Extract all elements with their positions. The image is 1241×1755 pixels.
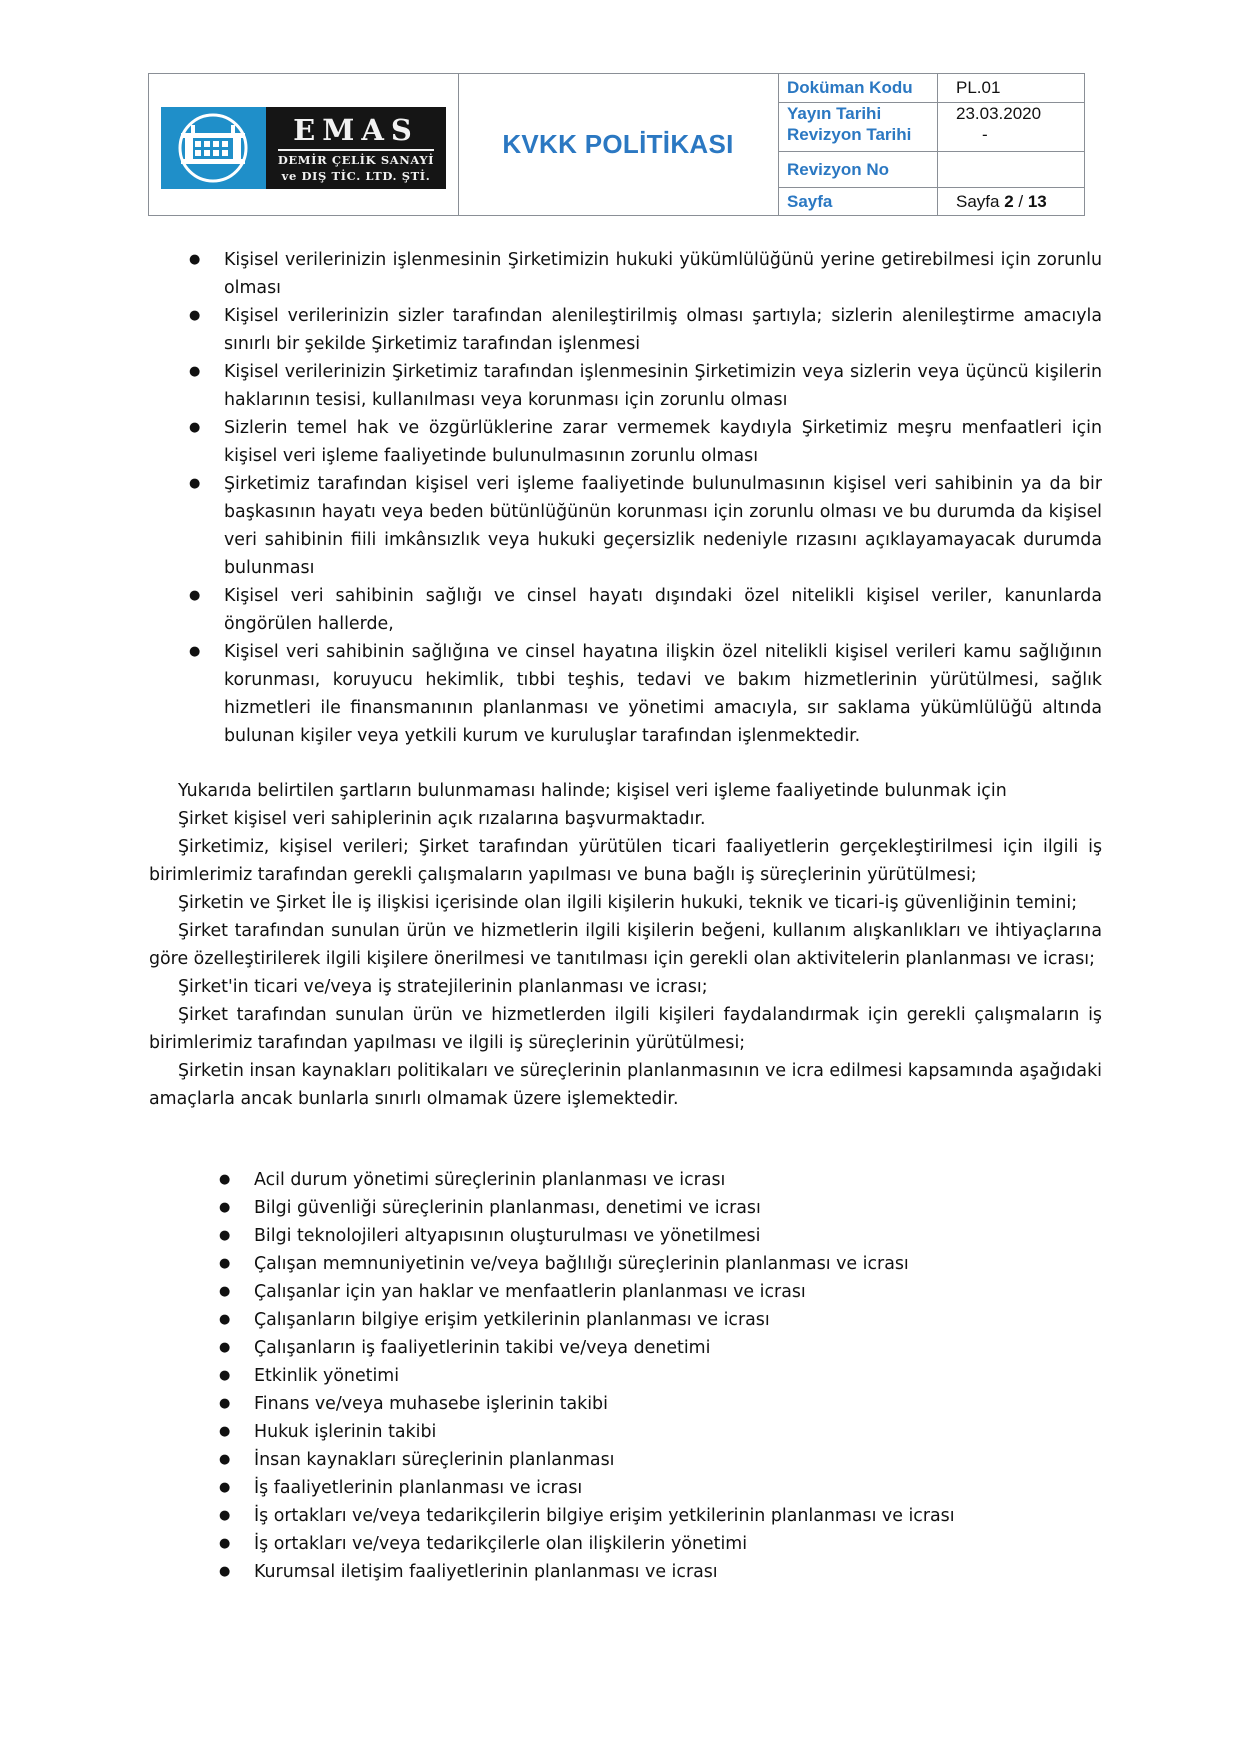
intro-line: Yukarıda belirtilen şartların bulunmaması halinde; kişisel veri işleme faaliyetinde bulunmak için bbox=[178, 781, 1007, 801]
list-item: ● Kişisel verilerinizin sizler tarafından alenileştirilmiş olması şartıyla; sizlerin alenileştirme amacıyla sınırlı bir şekilde Şirketimiz tarafından işlenmesi bbox=[189, 302, 1102, 358]
list-item: ● Acil durum yönetimi süreçlerinin planlanması ve icrası bbox=[219, 1166, 1059, 1194]
meta-label: Revizyon No bbox=[778, 152, 938, 187]
list-item: ● İş ortakları ve/veya tedarikçilerin bilgiye erişim yetkilerinin planlanması ve icrası bbox=[219, 1502, 1059, 1530]
document-header-table bbox=[148, 73, 1085, 216]
document-meta bbox=[778, 74, 1084, 215]
bullet-icon: ● bbox=[219, 1172, 231, 1187]
bullet-icon: ● bbox=[189, 644, 201, 659]
list-item: ● Kişisel verilerinizin Şirketimiz tarafından işlenmesinin Şirketimizin veya sizlerin veya üçüncü kişilerin haklarının tesisi, kullanılması veya korunması için zorunlu olması bbox=[189, 358, 1102, 414]
meta-row-revision-date bbox=[778, 125, 1084, 152]
list-item: ● İş faaliyetlerinin planlanması ve icrası bbox=[219, 1474, 1059, 1502]
paragraph: Şirket'in ticari ve/veya iş stratejilerinin planlanması ve icrası; bbox=[178, 977, 708, 997]
page-separator: / bbox=[1013, 191, 1028, 211]
list-item: ● Etkinlik yönetimi bbox=[219, 1362, 1059, 1390]
company-logo bbox=[161, 107, 446, 189]
list-item: ● Bilgi teknolojileri altyapısının oluşturulması ve yönetilmesi bbox=[219, 1222, 1059, 1250]
list-item: ● Bilgi güvenliği süreçlerinin planlanması, denetimi ve icrası bbox=[219, 1194, 1059, 1222]
bullet-icon: ● bbox=[219, 1340, 231, 1355]
bullet-icon: ● bbox=[189, 252, 201, 267]
document-title: KVKK POLİTİKASI bbox=[502, 129, 734, 159]
current-page: 2 bbox=[1004, 191, 1014, 211]
meta-label: Sayfa bbox=[778, 188, 938, 215]
bullet-icon: ● bbox=[219, 1424, 231, 1439]
list-item: ● Sizlerin temel hak ve özgürlüklerine zarar vermemek kaydıyla Şirketimiz meşru menfaatleri için kişisel veri işleme faaliyetinde bulunulmasının zorunlu olması bbox=[189, 414, 1102, 470]
list-item: ● Hukuk işlerinin takibi bbox=[219, 1418, 1059, 1446]
bullet-icon: ● bbox=[189, 588, 201, 603]
paragraph: Şirket tarafından sunulan ürün ve hizmetlerin ilgili kişilerin beğeni, kullanım alışkanlıkları ve ihtiyaçlarına göre özelleştirilerek ilgili kişilere önerilmesi ve tanıtılması için gerekli olan aktivitelerin planlanması ve icrası; bbox=[149, 921, 1102, 969]
meta-label: Doküman Kodu bbox=[778, 74, 938, 102]
meta-label: Yayın Tarihi bbox=[778, 103, 938, 125]
bullet-icon: ● bbox=[219, 1536, 231, 1551]
meta-row-publish-date bbox=[778, 103, 1084, 125]
logo-subtitle-line1: DEMİR ÇELİK SANAYİ bbox=[277, 153, 435, 167]
list-item: ● Çalışanların iş faaliyetlerinin takibi ve/veya denetimi bbox=[219, 1334, 1059, 1362]
legal-basis-list bbox=[189, 246, 1102, 750]
meta-row-revision-no bbox=[778, 152, 1084, 188]
bullet-icon: ● bbox=[219, 1396, 231, 1411]
list-item: ● İnsan kaynakları süreçlerinin planlanması bbox=[219, 1446, 1059, 1474]
meta-label: Revizyon Tarihi bbox=[778, 125, 938, 151]
bullet-icon: ● bbox=[219, 1200, 231, 1215]
paragraph: Şirket tarafından sunulan ürün ve hizmetlerden ilgili kişileri faydalandırmak için gerekli çalışmaların iş birimlerimiz tarafından yapılması ve ilgili iş süreçlerinin yürütülmesi; bbox=[149, 1005, 1102, 1053]
logo-subtitle-line2: ve DIŞ TİC. LTD. ŞTİ. bbox=[281, 169, 431, 183]
list-item: ● Çalışan memnuniyetinin ve/veya bağlılığı süreçlerinin planlanması ve icrası bbox=[219, 1250, 1059, 1278]
bullet-icon: ● bbox=[189, 364, 201, 379]
meta-value bbox=[938, 152, 1084, 187]
list-item: ● Finans ve/veya muhasebe işlerinin takibi bbox=[219, 1390, 1059, 1418]
bullet-icon: ● bbox=[219, 1508, 231, 1523]
bullet-icon: ● bbox=[219, 1228, 231, 1243]
bullet-icon: ● bbox=[189, 308, 201, 323]
logo-cell bbox=[149, 74, 459, 215]
body-paragraphs bbox=[149, 777, 1102, 1113]
meta-row-document-code bbox=[778, 74, 1084, 103]
meta-value: 23.03.2020 bbox=[956, 104, 1042, 123]
bullet-icon: ● bbox=[189, 420, 201, 435]
factory-emblem-icon bbox=[161, 107, 266, 189]
list-item: ● Çalışanların bilgiye erişim yetkilerinin planlanması ve icrası bbox=[219, 1306, 1059, 1334]
list-item: ● Kişisel veri sahibinin sağlığına ve cinsel hayatına ilişkin özel nitelikli kişisel verileri kamu sağlığının korunması, koruyucu hekimlik, tıbbi teşhis, tedavi ve bakım hizmetlerinin yürütülmesi, sağlık hizmetleri ile finansmanının planlanması ve yönetimi amacıyla, sır saklama yükümlülüğü altında bulunan kişiler veya yetkili kurum ve kuruluşlar tarafından işlenmektedir. bbox=[189, 638, 1102, 750]
list-item: ● Kişisel veri sahibinin sağlığı ve cinsel hayatı dışındaki özel nitelikli kişisel veriler, kanunlarda öngörülen hallerde, bbox=[189, 582, 1102, 638]
paragraph: Şirketin ve Şirket İle iş ilişkisi içerisinde olan ilgili kişilerin hukuki, teknik ve ticari-iş güvenliğinin temini; bbox=[178, 893, 1078, 913]
paragraph: Şirketimiz, kişisel verileri; Şirket tarafından yürütülen ticari faaliyetlerin gerçekleştirilmesi için ilgili iş birimlerimiz tarafından gerekli çalışmaların yapılması ve buna bağlı iş süreçlerinin yürütülmesi; bbox=[149, 837, 1102, 885]
meta-row-page bbox=[778, 188, 1084, 215]
bullet-icon: ● bbox=[219, 1452, 231, 1467]
hr-purposes-list bbox=[219, 1166, 1059, 1586]
page-prefix: Sayfa bbox=[956, 191, 1005, 211]
page-indicator bbox=[938, 188, 1084, 215]
bullet-icon: ● bbox=[219, 1256, 231, 1271]
total-pages: 13 bbox=[1027, 191, 1047, 211]
bullet-icon: ● bbox=[189, 476, 201, 491]
bullet-icon: ● bbox=[219, 1284, 231, 1299]
paragraph: Şirketin insan kaynakları politikaları ve süreçlerinin planlanmasının ve icra edilmesi kapsamında aşağıdaki amaçlarla ancak bunlarla sınırlı olmamak üzere işlemektedir. bbox=[149, 1061, 1102, 1109]
bullet-icon: ● bbox=[219, 1564, 231, 1579]
meta-value: - bbox=[982, 125, 988, 144]
list-item: ● Kişisel verilerinizin işlenmesinin Şirketimizin hukuki yükümlülüğünü yerine getirebilmesi için zorunlu olması bbox=[189, 246, 1102, 302]
list-item: ● Şirketimiz tarafından kişisel veri işleme faaliyetinde bulunulmasının kişisel veri sahibinin ya da bir başkasının hayatı veya beden bütünlüğünün korunması için zorunlu olması ve bu durumda da kişisel veri sahibinin fiili imkânsızlık veya hukuki geçersizlik nedeniyle rızasını açıklayamayacak durumda bulunması bbox=[189, 470, 1102, 582]
bullet-icon: ● bbox=[219, 1312, 231, 1327]
logo-divider bbox=[278, 149, 434, 151]
list-item: ● İş ortakları ve/veya tedarikçilerle olan ilişkilerin yönetimi bbox=[219, 1530, 1059, 1558]
title-cell bbox=[458, 74, 779, 215]
logo-company-name: EMAS bbox=[293, 113, 419, 147]
meta-value: PL.01 bbox=[956, 78, 1001, 97]
list-item: ● Kurumsal iletişim faaliyetlerinin planlanması ve icrası bbox=[219, 1558, 1059, 1586]
intro-line: Şirket kişisel veri sahiplerinin açık rızalarına başvurmaktadır. bbox=[178, 809, 706, 829]
bullet-icon: ● bbox=[219, 1368, 231, 1383]
list-item: ● Çalışanlar için yan haklar ve menfaatlerin planlanması ve icrası bbox=[219, 1278, 1059, 1306]
logo-wordmark bbox=[266, 107, 446, 189]
bullet-icon: ● bbox=[219, 1480, 231, 1495]
